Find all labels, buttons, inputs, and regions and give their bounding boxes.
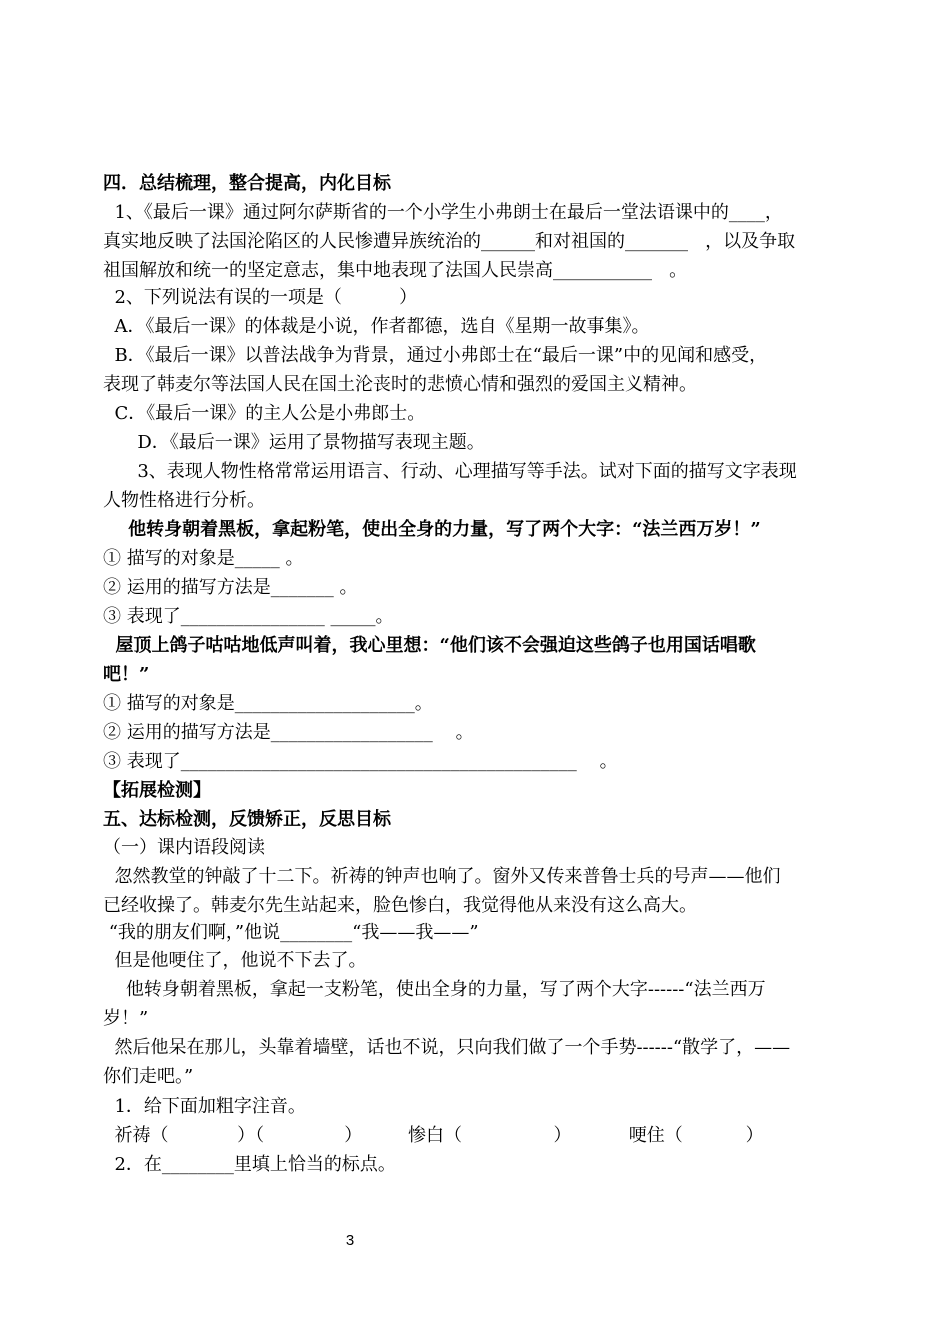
quote-1-item-1: ① 描写的对象是_____ 。 xyxy=(103,548,304,569)
question-1-line-3: 祖国解放和统一的坚定意志，集中地表现了法国人民崇高___________ 。 xyxy=(103,260,688,281)
question-3-line-2: 人物性格进行分析。 xyxy=(103,490,265,511)
question-1-line-2: 真实地反映了法国沦陷区的人民惨遭异族统治的______和对祖国的_______ ，以及争取 xyxy=(103,231,796,252)
quote-1-item-3: ③ 表现了________________ _____。 xyxy=(103,606,394,627)
quote-1: 他转身朝着黑板，拿起粉笔，使出全身的力量，写了两个大字：“法兰西万岁！” xyxy=(103,519,761,540)
section-heading-5: 五、达标检测，反馈矫正，反思目标 xyxy=(103,809,391,830)
option-b-line-1: B．《最后一课》以普法战争为背景，通过小弗郎士在“最后一课”中的见闻和感受， xyxy=(103,345,768,366)
quote-2-item-1: ① 描写的对象是____________________。 xyxy=(103,693,433,714)
passage-line-4: 但是他哽住了，他说不下去了。 xyxy=(103,950,367,971)
question-2-stem: 2、下列说法有误的一项是（ ） xyxy=(103,287,418,308)
option-d: D．《最后一课》运用了景物描写表现主题。 xyxy=(103,432,485,453)
option-c: C．《最后一课》的主人公是小弗郎士。 xyxy=(103,403,426,424)
question-3-line-1: 3、表现人物性格常常运用语言、行动、心理描写等手法。试对下面的描写文字表现 xyxy=(103,461,797,482)
page-number: 3 xyxy=(345,1232,355,1249)
question-1-line-1: 1、《最后一课》通过阿尔萨斯省的一个小学生小弗朗士在最后一堂法语课中的____， xyxy=(103,202,783,223)
passage-line-5: 他转身朝着黑板，拿起一支粉笔，使出全身的力量，写了两个大字------“法兰西万 xyxy=(103,979,766,1000)
passage-line-8: 你们走吧。” xyxy=(103,1066,194,1087)
quote-2-line-1: 屋顶上鸽子咕咕地低声叫着，我心里想：“他们该不会强迫这些鸽子也用国话唱歌 xyxy=(103,635,756,656)
exercise-1-items: 祈祷（ ）（ ） 惨白（ ） 哽住（ ） xyxy=(103,1125,764,1146)
quote-2-line-2: 吧！” xyxy=(103,664,150,685)
exercise-1-stem: 1．给下面加粗字注音。 xyxy=(103,1096,306,1117)
quote-1-item-2: ② 运用的描写方法是_______ 。 xyxy=(103,577,358,598)
passage-line-1: 忽然教堂的钟敲了十二下。祈祷的钟声也响了。窗外又传来普鲁士兵的号声——他们 xyxy=(103,866,781,887)
extension-heading: 【拓展检测】 xyxy=(103,780,211,801)
passage-line-2: 已经收操了。韩麦尔先生站起来，脸色惨白，我觉得他从来没有这么高大。 xyxy=(103,895,697,916)
reading-subheading: （一）课内语段阅读 xyxy=(103,837,265,858)
passage-line-7: 然后他呆在那儿，头靠着墙壁，话也不说，只向我们做了一个手势------“散学了，—— xyxy=(103,1037,791,1058)
quote-2-item-2: ② 运用的描写方法是__________________ 。 xyxy=(103,722,474,743)
option-b-line-2: 表现了韩麦尔等法国人民在国土沦丧时的悲愤心情和强烈的爱国主义精神。 xyxy=(103,374,697,395)
passage-line-6: 岁！” xyxy=(103,1008,149,1029)
option-a: A．《最后一课》的体裁是小说，作者都德，选自《星期一故事集》。 xyxy=(103,316,650,337)
passage-line-3: “我的朋友们啊，”他说________“我——我——” xyxy=(103,922,479,943)
exercise-2-stem: 2．在________里填上恰当的标点。 xyxy=(103,1154,396,1175)
quote-2-item-3: ③ 表现了____________________________________________ 。 xyxy=(103,751,618,772)
section-heading-4: 四．总结梳理，整合提高，内化目标 xyxy=(103,173,391,194)
